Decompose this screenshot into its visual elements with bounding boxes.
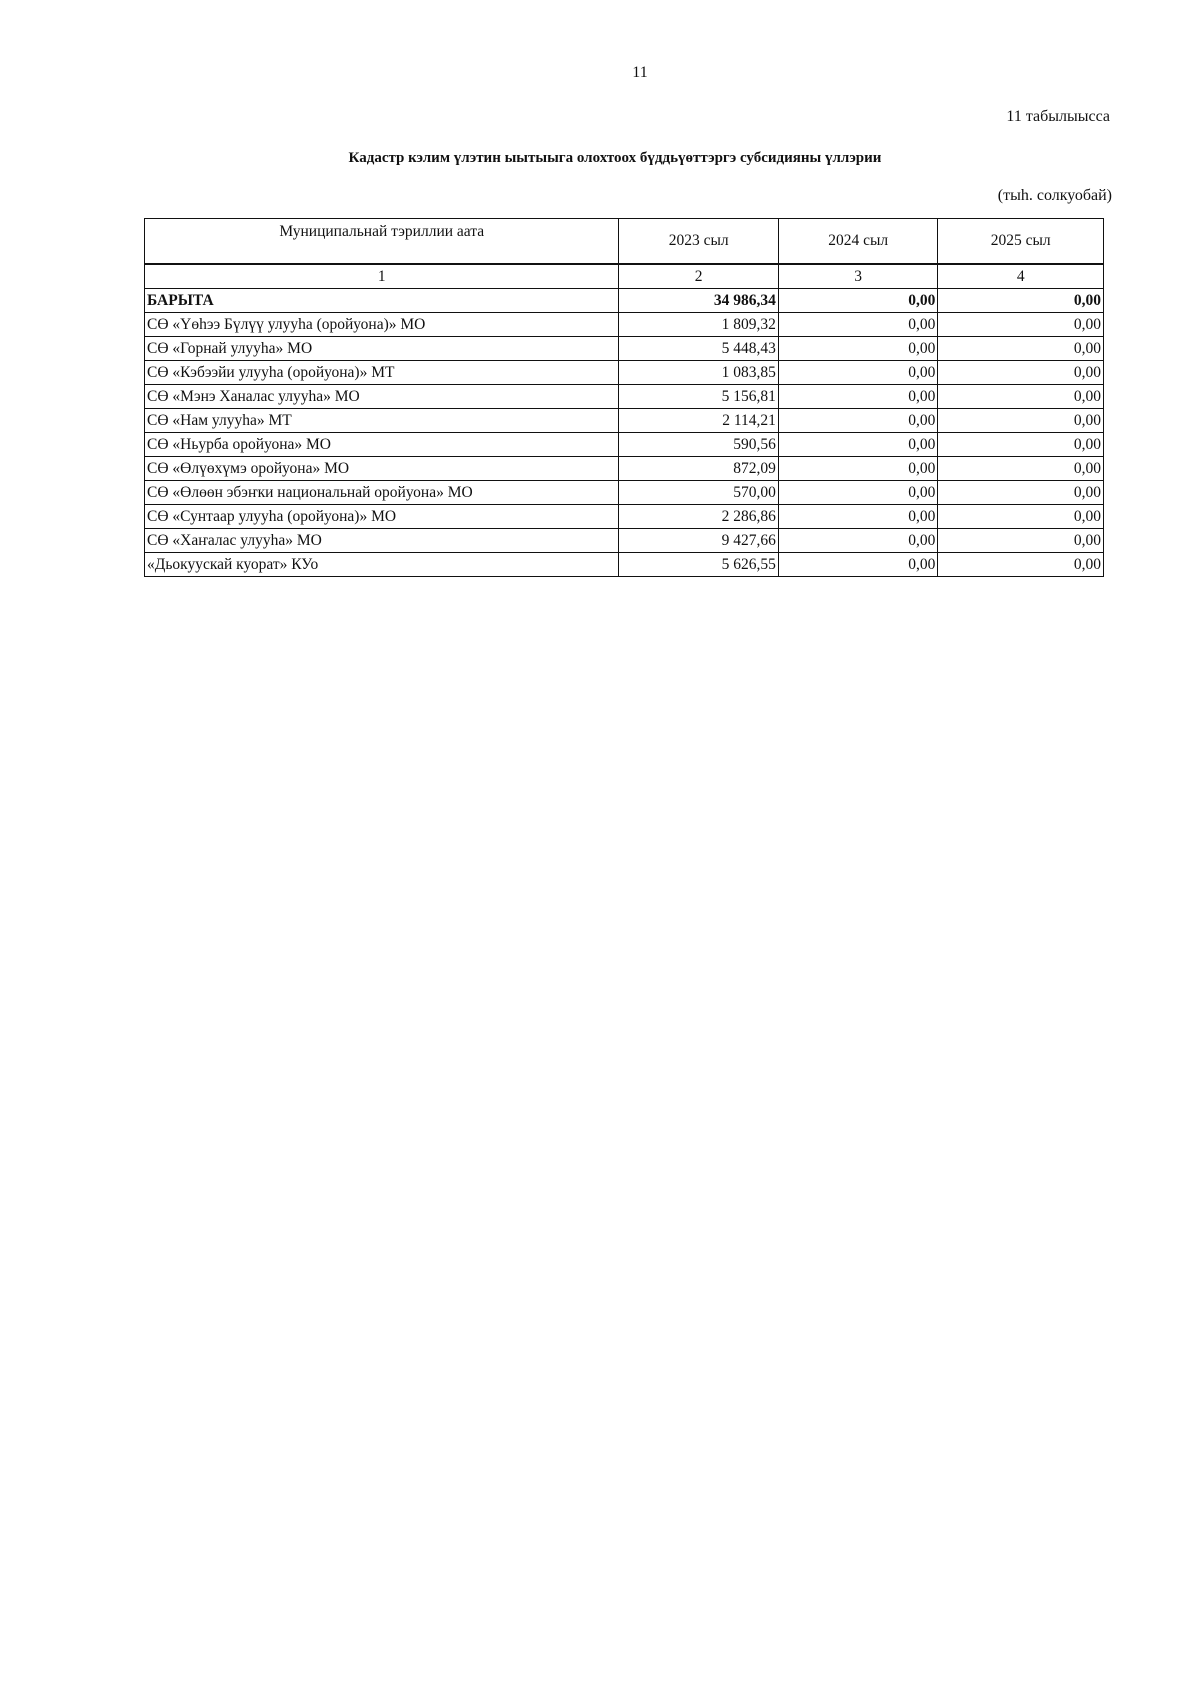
value-2023: 2 114,21 xyxy=(619,409,778,433)
value-2023: 872,09 xyxy=(619,457,778,481)
value-2025: 0,00 xyxy=(938,361,1104,385)
table-row xyxy=(145,481,1104,505)
table-reference: 11 табылыысса xyxy=(1006,108,1110,125)
table-row xyxy=(145,505,1104,529)
header-2023: 2023 сыл xyxy=(619,219,778,265)
document-title: Кадастр кэлим үлэтин ыытыыга олохтоох бүддьүөттэргэ субсидияны үллэрии xyxy=(348,150,882,166)
header-2024: 2024 сыл xyxy=(778,219,937,265)
table-row xyxy=(145,553,1104,577)
column-index: 2 xyxy=(619,264,778,289)
column-index: 1 xyxy=(145,264,619,289)
value-2024: 0,00 xyxy=(778,481,937,505)
table-header-row xyxy=(145,219,1104,265)
value-2023: 590,56 xyxy=(619,433,778,457)
value-2024: 0,00 xyxy=(778,361,937,385)
value-2023: 5 626,55 xyxy=(619,553,778,577)
page-number: 11 xyxy=(632,64,648,81)
table-row xyxy=(145,409,1104,433)
value-2025: 0,00 xyxy=(938,433,1104,457)
column-index: 4 xyxy=(938,264,1104,289)
value-2025: 0,00 xyxy=(938,337,1104,361)
value-2025: 0,00 xyxy=(938,481,1104,505)
value-2024: 0,00 xyxy=(778,409,937,433)
value-2025: 0,00 xyxy=(938,529,1104,553)
value-2024: 0,00 xyxy=(778,433,937,457)
total-row xyxy=(145,289,1104,313)
value-2023: 5 448,43 xyxy=(619,337,778,361)
value-2024: 0,00 xyxy=(778,505,937,529)
value-2024: 0,00 xyxy=(778,457,937,481)
value-2023: 570,00 xyxy=(619,481,778,505)
table-row xyxy=(145,337,1104,361)
total-label: БАРЫТА xyxy=(145,289,619,313)
table-row xyxy=(145,457,1104,481)
header-2025: 2025 сыл xyxy=(938,219,1104,265)
value-2024: 0,00 xyxy=(778,553,937,577)
municipality-name: СӨ «Өлөөн эбэҥки национальнай оройуона» МО xyxy=(145,481,619,505)
value-2023: 1 083,85 xyxy=(619,361,778,385)
table-row xyxy=(145,529,1104,553)
header-municipality: Муниципальнай тэриллии аата xyxy=(145,219,619,265)
municipality-name: СӨ «Кэбээйи улууһа (оройуона)» МТ xyxy=(145,361,619,385)
municipality-name: «Дьокуускай куорат» КУо xyxy=(145,553,619,577)
table-row xyxy=(145,385,1104,409)
municipality-name: СӨ «Сунтаар улууһа (оройуона)» МО xyxy=(145,505,619,529)
value-2025: 0,00 xyxy=(938,505,1104,529)
municipality-name: СӨ «Өлүөхүмэ оройуона» МО xyxy=(145,457,619,481)
municipality-name: СӨ «Хаҥалас улууһа» МО xyxy=(145,529,619,553)
table-row xyxy=(145,313,1104,337)
subsidy-table xyxy=(144,218,1104,577)
value-2025: 0,00 xyxy=(938,457,1104,481)
municipality-name: СӨ «Үөһээ Бүлүү улууһа (оройуона)» МО xyxy=(145,313,619,337)
column-index: 3 xyxy=(778,264,937,289)
value-2025: 0,00 xyxy=(938,409,1104,433)
value-2025: 0,00 xyxy=(938,313,1104,337)
municipality-name: СӨ «Горнай улууһа» МО xyxy=(145,337,619,361)
value-2023: 1 809,32 xyxy=(619,313,778,337)
units-note: (тыһ. солкуобай) xyxy=(997,187,1112,204)
value-2024: 0,00 xyxy=(778,385,937,409)
total-2024: 0,00 xyxy=(778,289,937,313)
value-2023: 9 427,66 xyxy=(619,529,778,553)
value-2024: 0,00 xyxy=(778,529,937,553)
value-2024: 0,00 xyxy=(778,313,937,337)
table-row xyxy=(145,361,1104,385)
column-index-row xyxy=(145,264,1104,289)
value-2025: 0,00 xyxy=(938,385,1104,409)
value-2024: 0,00 xyxy=(778,337,937,361)
table-row xyxy=(145,433,1104,457)
municipality-name: СӨ «Мэнэ Ханалас улууһа» МО xyxy=(145,385,619,409)
value-2023: 5 156,81 xyxy=(619,385,778,409)
total-2023: 34 986,34 xyxy=(619,289,778,313)
municipality-name: СӨ «Ньурба оройуона» МО xyxy=(145,433,619,457)
value-2023: 2 286,86 xyxy=(619,505,778,529)
total-2025: 0,00 xyxy=(938,289,1104,313)
value-2025: 0,00 xyxy=(938,553,1104,577)
municipality-name: СӨ «Нам улууһа» МТ xyxy=(145,409,619,433)
